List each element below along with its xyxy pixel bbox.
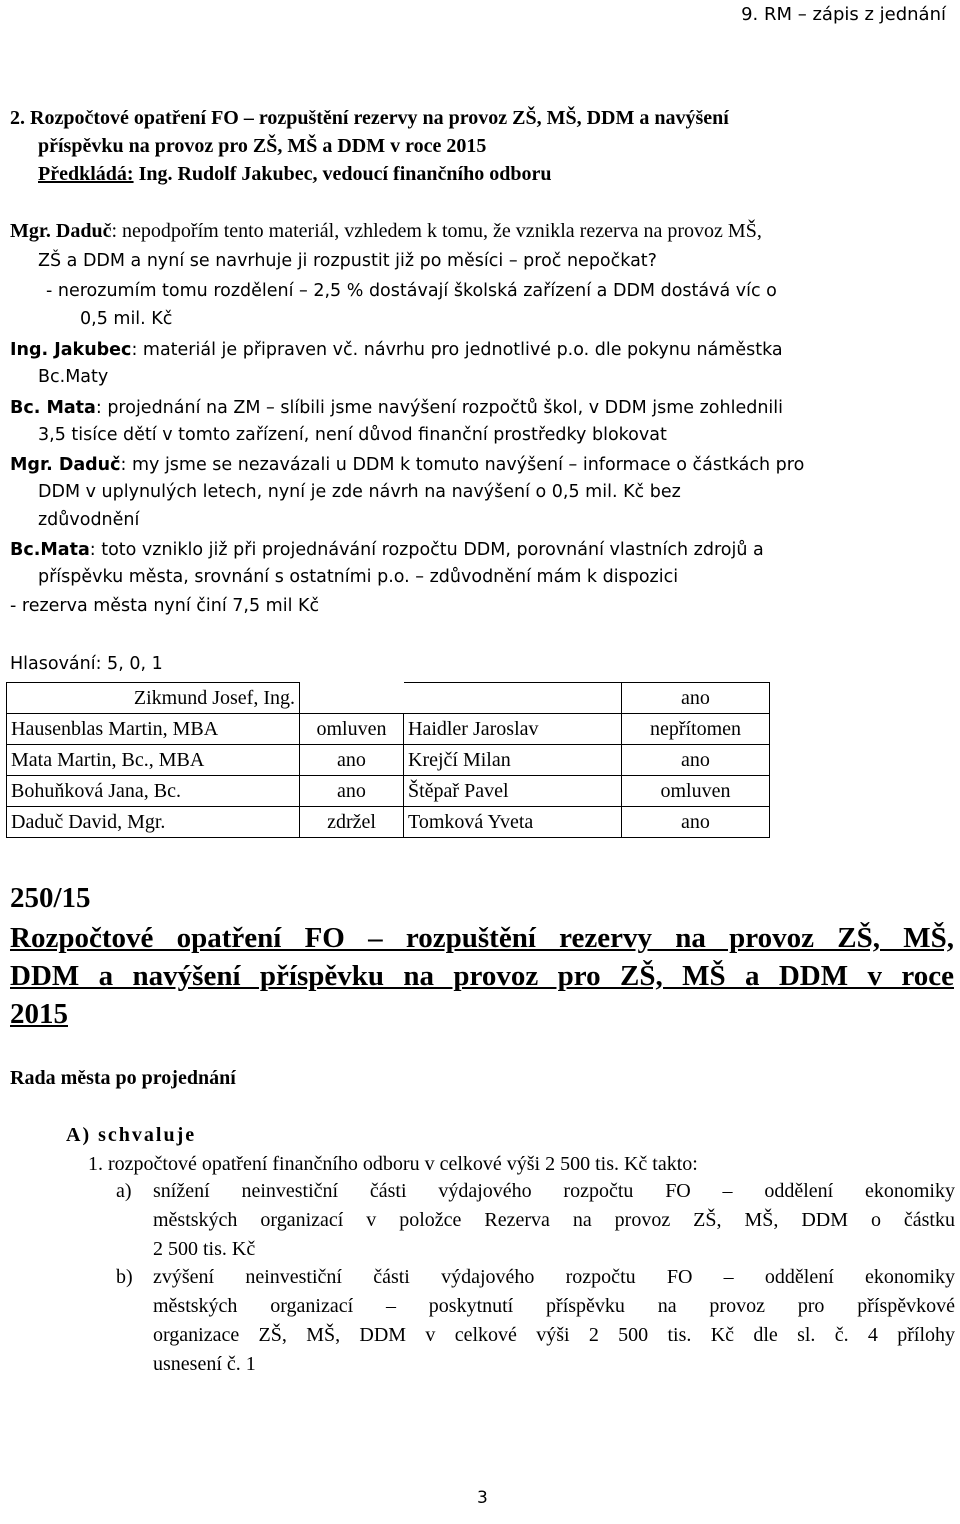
- speech-text: : materiál je připraven vč. návrhu pro jednotlivé p.o. dle pokynu náměstka: [131, 340, 783, 360]
- speaker-name: Bc. Mata: [10, 398, 96, 418]
- subitem-a-line1: snížení neinvestiční části výdajového rozpočtu FO – oddělení ekonomiky: [153, 1180, 955, 1202]
- table-row: [7, 683, 770, 714]
- subitem-a-line2: městských organizací v položce Rezerva na provoz ZŠ, MŠ, DDM o částku: [153, 1209, 955, 1231]
- board-statement: Rada města po projednání: [10, 1067, 236, 1089]
- page-header-title: 9. RM – zápis z jednání: [741, 4, 946, 25]
- resolution-number: 250/15: [10, 882, 91, 914]
- discussion-p1-line2: ZŠ a DDM a nyní se navrhuje ji rozpustit již po měsíci – proč nepočkat?: [38, 251, 657, 271]
- speaker-name: Bc.Mata: [10, 540, 90, 560]
- member-vote: nepřítomen: [622, 714, 770, 745]
- discussion-p2-line1: [10, 339, 783, 360]
- member-name: Hausenblas Martin, MBA: [7, 714, 300, 745]
- agenda-item-heading-line2: příspěvku na provoz pro ZŠ, MŠ a DDM v roce 2015: [38, 135, 487, 157]
- member-name: Zikmund Josef, Ing.: [7, 683, 300, 714]
- discussion-p5-line1: [10, 539, 764, 560]
- subitem-a-label: a): [116, 1180, 132, 1202]
- subitem-b-line2: městských organizací – poskytnutí příspěvku na provoz pro příspěvkové: [153, 1295, 955, 1317]
- speech-text: : nepodpořím tento materiál, vzhledem k tomu, že vznikla rezerva na provoz MŠ,: [111, 220, 762, 242]
- member-name: Daduč David, Mgr.: [7, 807, 300, 838]
- subitem-b-label: b): [116, 1266, 133, 1288]
- member-vote: ano: [622, 807, 770, 838]
- member-vote: omluven: [622, 776, 770, 807]
- discussion-p3-line2: 3,5 tisíce dětí v tomto zařízení, není důvod finanční prostředky blokovat: [38, 425, 667, 445]
- discussion-p4-line1: [10, 454, 804, 475]
- voting-label: Hlasování: 5, 0, 1: [10, 654, 163, 674]
- speech-text: : toto vzniklo již při projednávání rozpočtu DDM, porovnání vlastních zdrojů a: [89, 540, 764, 560]
- presenter-line: [38, 163, 551, 186]
- subitem-b-line4: usnesení č. 1: [153, 1353, 256, 1375]
- speaker-name: Ing. Jakubec: [10, 340, 132, 360]
- member-vote: [300, 683, 404, 714]
- subitem-b-line1: zvýšení neinvestiční části výdajového rozpočtu FO – oddělení ekonomiky: [153, 1266, 955, 1288]
- member-vote: omluven: [300, 714, 404, 745]
- resolution-item-1: 1. rozpočtové opatření finančního odboru v celkové výši 2 500 tis. Kč takto:: [88, 1153, 698, 1175]
- member-name: Haidler Jaroslav: [404, 714, 622, 745]
- discussion-p1-line1: [10, 220, 762, 243]
- subitem-b-line3: organizace ZŠ, MŠ, DDM v celkové výši 2 500 tis. Kč dle sl. č. 4 přílohy: [153, 1324, 955, 1346]
- speaker-name: Mgr. Daduč: [10, 220, 112, 242]
- discussion-p4-line3: zdůvodnění: [38, 510, 140, 530]
- member-name: Krejčí Milan: [404, 745, 622, 776]
- member-name: Bohuňková Jana, Bc.: [7, 776, 300, 807]
- subitem-a-line3: 2 500 tis. Kč: [153, 1238, 256, 1260]
- discussion-p3-line1: [10, 397, 783, 418]
- table-row: [7, 745, 770, 776]
- page-number: 3: [477, 1488, 488, 1508]
- table-row: [7, 776, 770, 807]
- speech-text: : my jsme se nezavázali u DDM k tomuto navýšení – informace o částkách pro: [120, 455, 805, 475]
- resolution-title-line2: DDM a navýšení příspěvku na provoz pro ZŠ, MŠ a DDM v roce: [10, 960, 954, 992]
- member-vote: ano: [622, 683, 770, 714]
- discussion-p4-line2: DDM v uplynulých letech, nyní je zde návrh na navýšení o 0,5 mil. Kč bez: [38, 482, 681, 502]
- section-approves: A) schvaluje: [66, 1124, 197, 1146]
- member-vote: zdržel: [300, 807, 404, 838]
- discussion-p1-bullet-line1: - nerozumím tomu rozdělení – 2,5 % dostávají školská zařízení a DDM dostává víc o: [46, 281, 777, 301]
- discussion-p5-bullet: - rezerva města nyní činí 7,5 mil Kč: [10, 596, 320, 616]
- member-name: Štěpař Pavel: [404, 776, 622, 807]
- table-row: [7, 714, 770, 745]
- voting-table: [6, 682, 770, 838]
- speaker-name: Mgr. Daduč: [10, 455, 121, 475]
- discussion-p2-line2: Bc.Maty: [38, 367, 109, 387]
- agenda-item-heading-line1: 2. Rozpočtové opatření FO – rozpuštění rezervy na provoz ZŠ, MŠ, DDM a navýšení: [10, 107, 729, 129]
- member-name: Mata Martin, Bc., MBA: [7, 745, 300, 776]
- member-name: Tomková Yveta: [404, 807, 622, 838]
- member-vote: ano: [300, 745, 404, 776]
- speech-text: : projednání na ZM – slíbili jsme navýšení rozpočtů škol, v DDM jsme zohlednili: [95, 398, 783, 418]
- resolution-title-line3: 2015: [10, 998, 68, 1030]
- discussion-p5-line2: příspěvku města, srovnání s ostatními p.o. – zdůvodnění mám k dispozici: [38, 567, 679, 587]
- presenter-name: Ing. Rudolf Jakubec, vedoucí finančního odboru: [133, 163, 552, 185]
- resolution-title-line1: Rozpočtové opatření FO – rozpuštění rezervy na provoz ZŠ, MŠ,: [10, 922, 954, 954]
- member-name: [404, 683, 622, 714]
- member-vote: ano: [300, 776, 404, 807]
- discussion-p1-bullet-line2: 0,5 mil. Kč: [80, 309, 173, 329]
- table-row: [7, 807, 770, 838]
- member-vote: ano: [622, 745, 770, 776]
- presenter-label: Předkládá:: [38, 163, 134, 185]
